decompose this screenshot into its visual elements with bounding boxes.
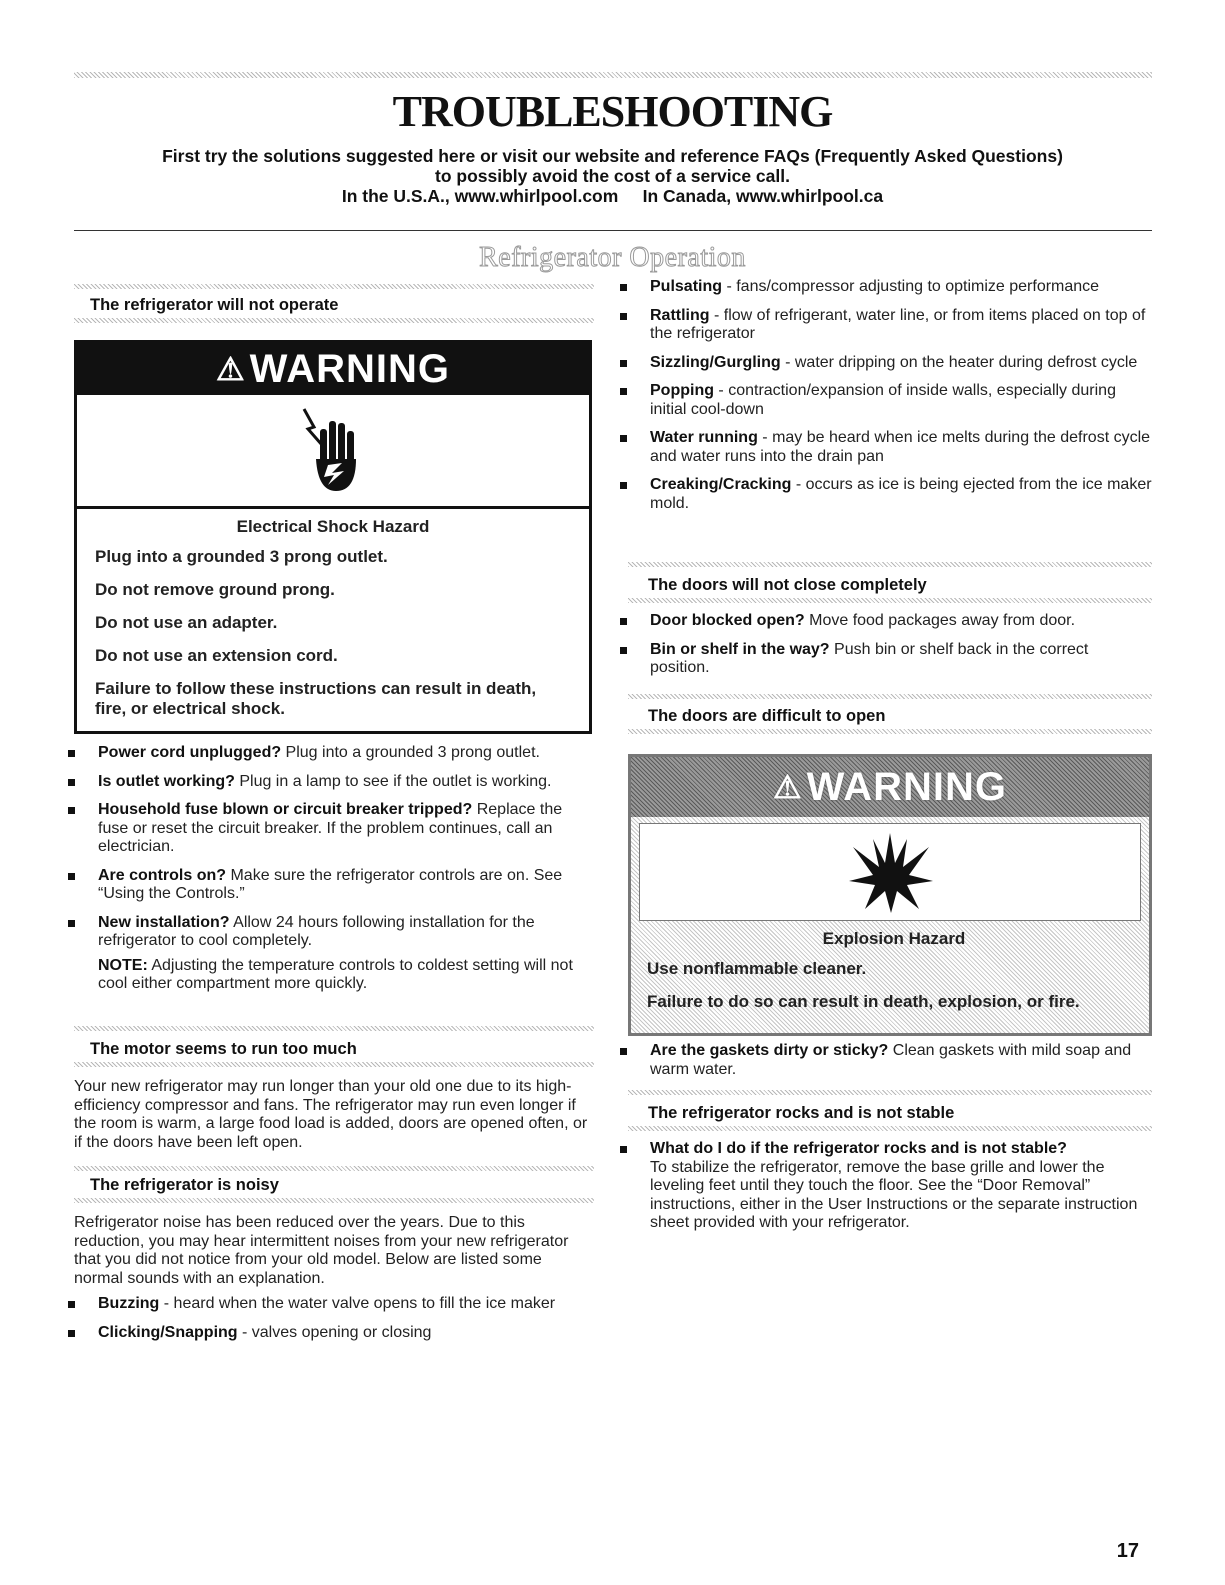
item-text: Replace the fuse or reset the circuit breaker. If the problem continues, call an electrician.	[98, 801, 563, 855]
list-item	[616, 429, 1152, 466]
bullet-square-icon	[620, 1048, 627, 1055]
item-text: Clean gaskets with mild soap and warm water.	[650, 1042, 1132, 1078]
list-item	[64, 1324, 594, 1343]
motor-text: Your new refrigerator may run longer than your old one due to its high-efficiency compressor and fans. The refrigerator may run even longer if the room is warm, a large food load is added, doors are opened often, or if the doors have been left open.	[74, 1078, 588, 1151]
warning-header	[77, 343, 589, 395]
item-text: Make sure the refrigerator controls are on. See “Using the Controls.”	[98, 866, 563, 902]
item-label: Sizzling/Gurgling	[650, 353, 781, 371]
rule-doors-open-top	[628, 694, 1152, 699]
item-label: Bin or shelf in the way?	[650, 640, 830, 658]
list-item	[616, 476, 1152, 513]
bullet-square-icon	[620, 647, 627, 654]
item-label: Door blocked open?	[650, 612, 805, 629]
list-item	[64, 801, 594, 857]
noisy-list-right	[616, 278, 1152, 523]
intro-line-1: First try the solutions suggested here or visit our website and reference FAQs (Frequently Asked Questions)	[162, 146, 1063, 166]
explosion-icon	[845, 829, 935, 915]
electrical-warning-box	[74, 340, 592, 734]
item-label: Household fuse blown or circuit breaker tripped?	[98, 801, 473, 818]
rule-motor-bottom	[74, 1062, 594, 1067]
bullet-square-icon	[620, 618, 627, 625]
warning-icon-area	[639, 823, 1141, 921]
item-text: - valves opening or closing	[237, 1323, 432, 1341]
intro-line-3: In the U.S.A., www.whirlpool.com In Canada, www.whirlpool.ca	[341, 186, 884, 206]
list-item	[64, 914, 594, 994]
bullet-square-icon	[620, 1146, 627, 1153]
warning-header-label: WARNING	[806, 764, 1007, 809]
rule-motor-top	[74, 1026, 594, 1031]
item-text: - fans/compressor adjusting to optimize performance	[722, 278, 1100, 295]
page-title: TROUBLESHOOTING	[392, 87, 833, 136]
list-item	[616, 307, 1152, 344]
item-label: Creaking/Cracking	[650, 476, 792, 493]
warning-icon-area	[77, 395, 589, 509]
hazard-title: Electrical Shock Hazard	[236, 517, 430, 536]
warning-triangle-icon: ⚠	[772, 769, 803, 805]
item-label: Power cord unplugged?	[98, 744, 282, 761]
item-text: - may be heard when ice melts during the defrost cycle and water runs into the drain pan	[650, 429, 1151, 465]
bullet-square-icon	[620, 313, 627, 320]
list-item	[616, 1042, 1152, 1079]
top-rule	[74, 72, 1152, 78]
bullet-square-icon	[620, 435, 627, 442]
item-text: Move food packages away from door.	[804, 612, 1076, 629]
intro-line-2: to possibly avoid the cost of a service call.	[435, 166, 790, 186]
rule-noisy-bottom	[74, 1198, 594, 1203]
bullet-square-icon	[620, 284, 627, 291]
item-text: Push bin or shelf back in the correct position.	[650, 640, 1089, 676]
rule-noisy-top	[74, 1166, 594, 1171]
list-item	[616, 278, 1152, 297]
item-text: - heard when the water valve opens to fill the ice maker	[159, 1295, 556, 1312]
warning-line: Plug into a grounded 3 prong outlet.	[95, 547, 388, 566]
bullet-square-icon	[68, 1330, 75, 1337]
rule-doors-close-bottom	[628, 598, 1152, 603]
warning-line: Failure to follow these instructions can result in death, fire, or electrical shock.	[95, 679, 537, 718]
header-divider	[74, 230, 1152, 231]
note-label: NOTE:	[98, 956, 148, 974]
doors-close-list	[616, 612, 1152, 688]
list-item	[616, 612, 1152, 631]
bullet-square-icon	[68, 807, 75, 814]
heading-doors-open: The doors are difficult to open	[648, 707, 886, 725]
warning-header-label: WARNING	[249, 346, 450, 391]
hazard-title: Explosion Hazard	[822, 929, 966, 948]
list-item	[64, 1295, 594, 1314]
item-label: Popping	[650, 382, 714, 399]
noisy-list-left	[64, 1295, 594, 1352]
bullet-square-icon	[68, 920, 75, 927]
warning-body	[647, 927, 1141, 1025]
bullet-square-icon	[68, 1301, 75, 1308]
item-label: What do I do if the refrigerator rocks and is not stable?	[650, 1140, 1067, 1157]
list-item	[64, 773, 594, 792]
page-number: 17	[1116, 1540, 1139, 1562]
warning-body	[77, 509, 589, 719]
item-text: To stabilize the refrigerator, remove the base grille and lower the leveling feet until they touch the floor. See the “Door Removal” instructions, either in the User Instructions or the separate instruction sheet provided with your refrigerator.	[650, 1158, 1138, 1231]
item-label: New installation?	[98, 913, 230, 931]
rocks-list	[616, 1140, 1152, 1243]
item-text: - contraction/expansion of inside walls, especially during initial cool-down	[650, 382, 1116, 418]
bullet-square-icon	[68, 873, 75, 880]
rule-doors-open-bottom	[628, 729, 1152, 734]
list-item	[64, 867, 594, 904]
heading-motor: The motor seems to run too much	[90, 1040, 357, 1058]
rule-rocks-top	[628, 1090, 1152, 1095]
rule-rocks-bottom	[628, 1126, 1152, 1131]
not-operate-list	[64, 744, 594, 1004]
list-item	[616, 641, 1152, 678]
item-text: - flow of refrigerant, water line, or from items placed on top of the refrigerator	[650, 306, 1146, 342]
warning-line: Failure to do so can result in death, explosion, or fire.	[647, 992, 1080, 1011]
bullet-square-icon	[620, 360, 627, 367]
item-label: Buzzing	[98, 1295, 160, 1312]
heading-not-operate: The refrigerator will not operate	[90, 296, 339, 314]
bullet-square-icon	[68, 750, 75, 757]
warning-header	[631, 757, 1149, 817]
item-text: Plug in a lamp to see if the outlet is working.	[234, 772, 552, 790]
item-label: Is outlet working?	[98, 772, 235, 790]
heading-noisy: The refrigerator is noisy	[90, 1176, 279, 1194]
item-label: Water running	[650, 429, 758, 446]
explosion-warning-box	[628, 754, 1152, 1036]
doors-open-list	[616, 1042, 1152, 1089]
electric-shock-icon	[298, 401, 368, 501]
list-item	[616, 382, 1152, 419]
rule-doors-close-top	[628, 562, 1152, 567]
item-text: Allow 24 hours following installation for the refrigerator to cool completely.	[98, 913, 535, 949]
bullet-square-icon	[68, 779, 75, 786]
item-label: Pulsating	[650, 278, 723, 295]
list-item	[616, 354, 1152, 373]
section-title: Refrigerator Operation	[479, 242, 746, 273]
list-item	[616, 1140, 1152, 1233]
bullet-square-icon	[620, 482, 627, 489]
item-text: - occurs as ice is being ejected from the ice maker mold.	[650, 476, 1152, 512]
heading-rocks: The refrigerator rocks and is not stable	[648, 1104, 955, 1122]
item-label: Are controls on?	[98, 866, 227, 884]
item-text: - water dripping on the heater during defrost cycle	[780, 353, 1138, 371]
warning-triangle-icon: ⚠	[215, 351, 246, 387]
warning-line: Use nonflammable cleaner.	[647, 959, 867, 978]
noisy-text: Refrigerator noise has been reduced over the years. Due to this reduction, you may hear intermittent noises from your new refrigerator that you did not notice from your old model. Below are listed some normal sounds with an explanation.	[74, 1214, 569, 1287]
item-label: Clicking/Snapping	[98, 1323, 238, 1341]
list-item	[64, 744, 594, 763]
heading-doors-close: The doors will not close completely	[648, 576, 927, 594]
warning-line: Do not use an extension cord.	[95, 646, 338, 665]
note-text: Adjusting the temperature controls to coldest setting will not cool either compartment more quickly.	[98, 956, 573, 992]
rule-not-operate-bottom	[74, 318, 594, 323]
warning-line: Do not use an adapter.	[95, 613, 278, 632]
item-label: Rattling	[650, 306, 710, 324]
note	[98, 957, 594, 994]
rule-not-operate-top	[74, 284, 594, 289]
item-label: Are the gaskets dirty or sticky?	[650, 1042, 889, 1059]
item-text: Plug into a grounded 3 prong outlet.	[281, 744, 540, 761]
bullet-square-icon	[620, 388, 627, 395]
warning-line: Do not remove ground prong.	[95, 580, 335, 599]
